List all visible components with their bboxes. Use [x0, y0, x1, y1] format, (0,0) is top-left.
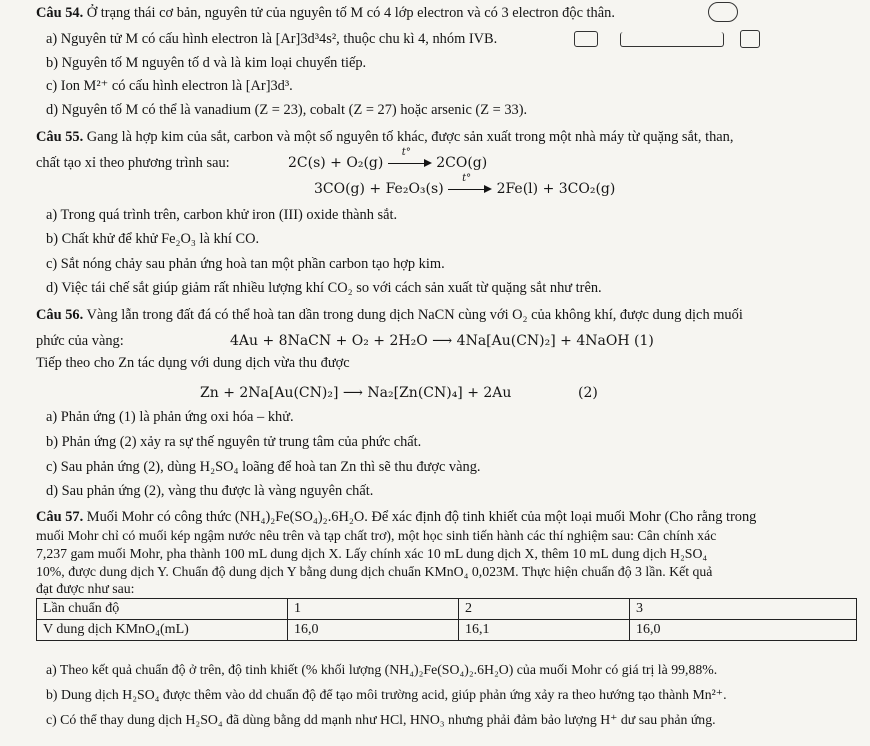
- q57-stem4: 10%, được dung dịch Y. Chuẩn độ dung dịch Y bằng dung dịch chuẩn KMnO₄ 0,023M. Thực hiện chuẩn độ 3 lần. Kết quả: [36, 564, 713, 579]
- table-cell: 16,0: [630, 620, 857, 641]
- q56-equation-2: Zn + 2Na[Au(CN)₂] ⟶ Na₂[Zn(CN)₄] + 2Au: [200, 385, 512, 401]
- q56-stem1: Vàng lẫn trong đất đá có thể hoà tan dần trong dung dịch NaCN cùng với O₂ của không khí, được dung dịch muối: [86, 307, 743, 323]
- q56-option-c: c) Sau phản ứng (2), dùng H₂SO₄ loãng để hoà tan Zn thì sẽ thu được vàng.: [46, 459, 481, 475]
- q55-eq2-left: 3CO(g) + Fe₂O₃(s): [314, 181, 444, 197]
- handwritten-orbital-diagram: [620, 32, 724, 47]
- q56-option-a: a) Phản ứng (1) là phản ứng oxi hóa – khử.: [46, 409, 294, 425]
- q55-option-b: b) Chất khử để khử Fe₂O₃ là khí CO.: [46, 231, 260, 247]
- q54-option-a: a) Nguyên tử M có cấu hình electron là [Ar]3d³4s², thuộc chu kì 4, nhóm IVB.: [46, 31, 498, 47]
- reaction-arrow: t°: [448, 182, 492, 196]
- reaction-arrow: t°: [388, 156, 432, 170]
- q55-title: Câu 55.: [36, 129, 84, 145]
- q56-title: Câu 56.: [36, 307, 84, 323]
- q56-stem3: Tiếp theo cho Zn tác dụng với dung dịch vừa thu được: [36, 355, 350, 371]
- table-cell: Lần chuẩn độ: [37, 599, 288, 620]
- q57-title: Câu 57.: [36, 509, 84, 525]
- q57-stem-line: [36, 508, 756, 526]
- q56-equation-1: 4Au + 8NaCN + O₂ + 2H₂O ⟶ 4Na[Au(CN)₂] + 4NaOH (1): [230, 333, 654, 349]
- q55-stem-line: [36, 128, 733, 146]
- table-cell: 1: [288, 599, 459, 620]
- q54-stem: Ở trạng thái cơ bản, nguyên tử của nguyên tố M có 4 lớp electron và có 3 electron độc thân.: [86, 5, 615, 21]
- q55-stem2: chất tạo xỉ theo phương trình sau:: [36, 155, 230, 171]
- q57-stem5: đạt được như sau:: [36, 581, 135, 596]
- q56-stem-line: [36, 306, 743, 324]
- q57-stem2: muối Mohr chỉ có muối kép ngậm nước nêu trên và tạp chất trơ), một học sinh tiến hành các thí nghiệm sau: Cân chính xác: [36, 528, 717, 543]
- q57-stem1: Muối Mohr có công thức (NH₄)₂Fe(SO₄)₂.6H₂O. Để xác định độ tinh khiết của một loại muối Mohr (Cho rằng trong: [86, 509, 757, 525]
- q55-eq2-right: 2Fe(l) + 3CO₂(g): [496, 181, 616, 197]
- q55-eq1-left: 2C(s) + O₂(g): [288, 155, 384, 171]
- table-cell: 2: [459, 599, 630, 620]
- q55-equation-2: [314, 173, 616, 198]
- handwritten-mark: [708, 2, 738, 22]
- q56-stem2: phức của vàng:: [36, 333, 124, 349]
- table-row: [37, 620, 857, 641]
- table-cell: 3: [630, 599, 857, 620]
- table-cell: V dung dịch KMnO₄(mL): [37, 620, 288, 641]
- q57-option-a: a) Theo kết quả chuẩn độ ở trên, độ tinh khiết (% khối lượng (NH₄)₂Fe(SO₄)₂.6H₂O) của muối Mohr có giá trị là 99,88%.: [46, 662, 718, 677]
- q55-eq1-right: 2CO(g): [436, 155, 488, 171]
- q54-option-d: d) Nguyên tố M có thể là vanadium (Z = 23), cobalt (Z = 27) hoặc arsenic (Z = 33).: [46, 102, 528, 118]
- q56-option-b: b) Phản ứng (2) xảy ra sự thế nguyên tử trung tâm của phức chất.: [46, 434, 422, 450]
- q55-option-a: a) Trong quá trình trên, carbon khử iron (III) oxide thành sắt.: [46, 207, 398, 223]
- titration-table: [36, 598, 857, 641]
- q57-option-c: c) Có thể thay dung dịch H₂SO₄ đã dùng bằng dd mạnh như HCl, HNO₃ nhưng phải đảm bảo lượng H⁺ dư sau phản ứng.: [46, 712, 716, 727]
- q57-option-b: b) Dung dịch H₂SO₄ được thêm vào dd chuẩn độ để tạo môi trường acid, giúp phản ứng xảy ra theo hướng tạo thành Mn²⁺.: [46, 687, 727, 702]
- q55-option-d: d) Việc tái chế sắt giúp giảm rất nhiều lượng khí CO₂ so với cách sản xuất từ quặng sắt như trên.: [46, 280, 602, 296]
- q54-option-b: b) Nguyên tố M nguyên tố d và là kim loại chuyển tiếp.: [46, 55, 367, 71]
- q56-option-d: d) Sau phản ứng (2), vàng thu được là vàng nguyên chất.: [46, 483, 374, 499]
- table-row: [37, 599, 857, 620]
- q55-stem1: Gang là hợp kim của sắt, carbon và một số nguyên tố khác, được sản xuất trong một nhà máy từ quặng sắt, than,: [86, 129, 734, 145]
- q56-equation-2-number: (2): [578, 385, 598, 401]
- q54-stem-line: [36, 4, 615, 22]
- q54-option-c: c) Ion M²⁺ có cấu hình electron là [Ar]3d³.: [46, 78, 293, 94]
- table-cell: 16,1: [459, 620, 630, 641]
- q55-equation-1: [288, 147, 488, 172]
- handwritten-mark: [574, 31, 598, 47]
- q55-option-c: c) Sắt nóng chảy sau phản ứng hoà tan một phần carbon tạo hợp kim.: [46, 256, 445, 272]
- handwritten-orbital-box: [740, 30, 760, 48]
- q57-stem3: 7,237 gam muối Mohr, pha thành 100 mL dung dịch X. Lấy chính xác 10 mL dung dịch X, thêm 10 mL dung dịch H₂SO₄: [36, 546, 708, 561]
- q54-title: Câu 54.: [36, 5, 84, 21]
- table-cell: 16,0: [288, 620, 459, 641]
